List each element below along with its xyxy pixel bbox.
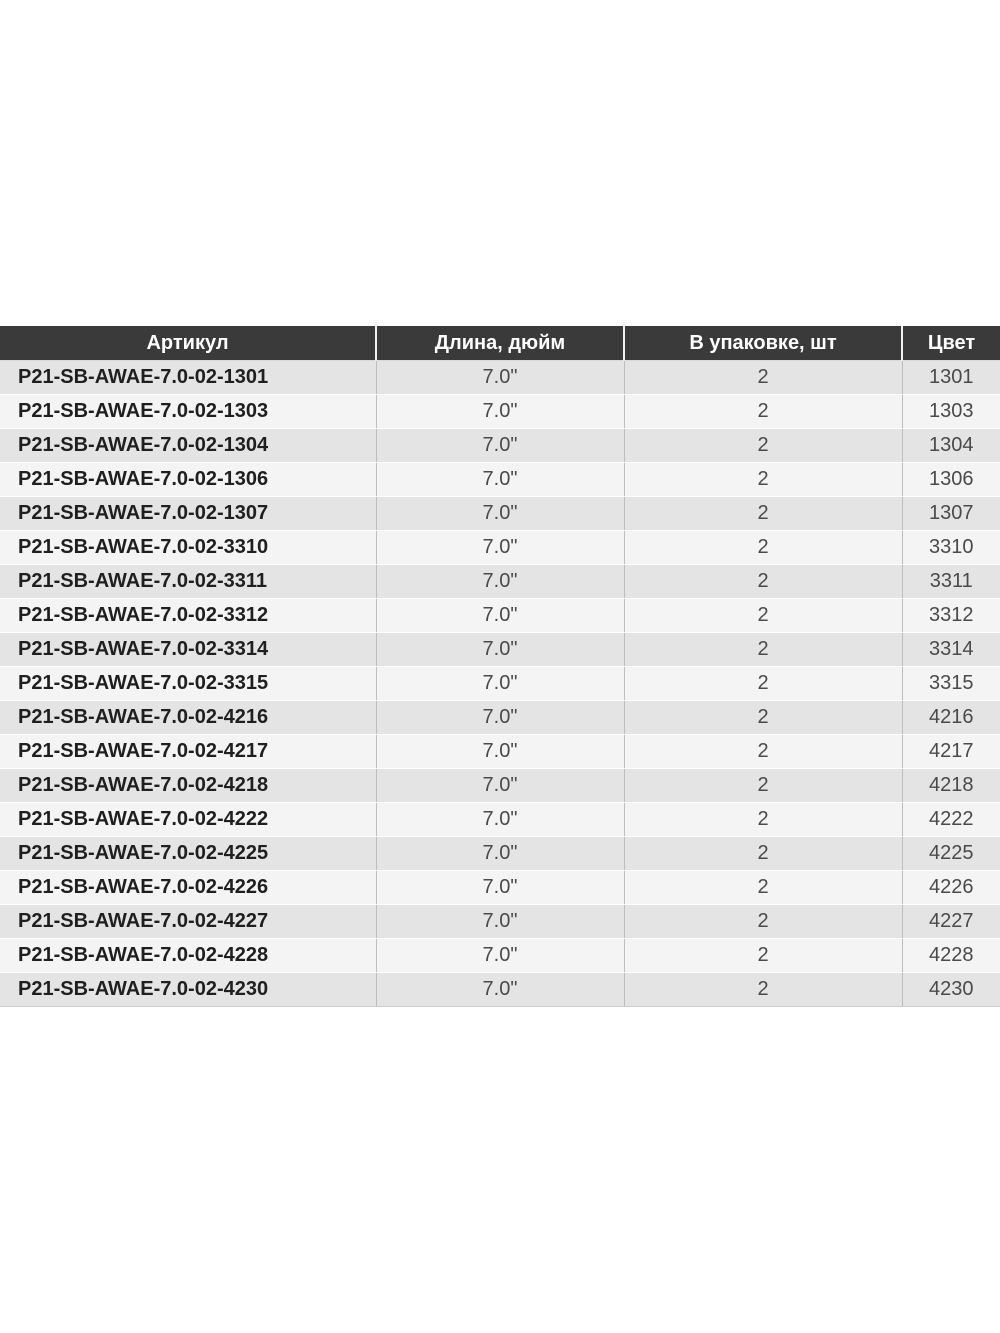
pack-cell: 2 bbox=[624, 633, 902, 667]
color-cell: 3312 bbox=[902, 599, 1000, 633]
length-cell: 7.0" bbox=[376, 463, 624, 497]
length-cell: 7.0" bbox=[376, 939, 624, 973]
length-cell: 7.0" bbox=[376, 769, 624, 803]
sku-cell: P21-SB-AWAE-7.0-02-3311 bbox=[0, 565, 376, 599]
table-row bbox=[0, 973, 1000, 1007]
sku-cell: P21-SB-AWAE-7.0-02-4225 bbox=[0, 837, 376, 871]
sku-cell: P21-SB-AWAE-7.0-02-3310 bbox=[0, 531, 376, 565]
length-cell: 7.0" bbox=[376, 905, 624, 939]
color-cell: 1306 bbox=[902, 463, 1000, 497]
color-cell: 4218 bbox=[902, 769, 1000, 803]
pack-cell: 2 bbox=[624, 565, 902, 599]
table-row bbox=[0, 701, 1000, 735]
length-cell: 7.0" bbox=[376, 667, 624, 701]
table-row bbox=[0, 837, 1000, 871]
length-cell: 7.0" bbox=[376, 803, 624, 837]
table-row bbox=[0, 429, 1000, 463]
length-cell: 7.0" bbox=[376, 633, 624, 667]
sku-cell: P21-SB-AWAE-7.0-02-4228 bbox=[0, 939, 376, 973]
color-cell: 1301 bbox=[902, 361, 1000, 395]
sku-cell: P21-SB-AWAE-7.0-02-4230 bbox=[0, 973, 376, 1007]
color-cell: 3310 bbox=[902, 531, 1000, 565]
color-cell: 4226 bbox=[902, 871, 1000, 905]
header-pack: В упаковке, шт bbox=[624, 326, 902, 361]
sku-cell: P21-SB-AWAE-7.0-02-4217 bbox=[0, 735, 376, 769]
pack-cell: 2 bbox=[624, 905, 902, 939]
table-row bbox=[0, 633, 1000, 667]
pack-cell: 2 bbox=[624, 395, 902, 429]
sku-cell: P21-SB-AWAE-7.0-02-3314 bbox=[0, 633, 376, 667]
header-row bbox=[0, 326, 1000, 361]
sku-cell: P21-SB-AWAE-7.0-02-1304 bbox=[0, 429, 376, 463]
pack-cell: 2 bbox=[624, 667, 902, 701]
color-cell: 1303 bbox=[902, 395, 1000, 429]
length-cell: 7.0" bbox=[376, 599, 624, 633]
length-cell: 7.0" bbox=[376, 429, 624, 463]
length-cell: 7.0" bbox=[376, 531, 624, 565]
pack-cell: 2 bbox=[624, 463, 902, 497]
color-cell: 4217 bbox=[902, 735, 1000, 769]
table-row bbox=[0, 361, 1000, 395]
header-length: Длина, дюйм bbox=[376, 326, 624, 361]
length-cell: 7.0" bbox=[376, 701, 624, 735]
length-cell: 7.0" bbox=[376, 871, 624, 905]
color-cell: 1304 bbox=[902, 429, 1000, 463]
length-cell: 7.0" bbox=[376, 565, 624, 599]
sku-cell: P21-SB-AWAE-7.0-02-3315 bbox=[0, 667, 376, 701]
sku-cell: P21-SB-AWAE-7.0-02-1306 bbox=[0, 463, 376, 497]
table-row bbox=[0, 735, 1000, 769]
sku-cell: P21-SB-AWAE-7.0-02-4226 bbox=[0, 871, 376, 905]
sku-cell: P21-SB-AWAE-7.0-02-1301 bbox=[0, 361, 376, 395]
product-table bbox=[0, 326, 1000, 1007]
pack-cell: 2 bbox=[624, 769, 902, 803]
pack-cell: 2 bbox=[624, 497, 902, 531]
sku-cell: P21-SB-AWAE-7.0-02-1307 bbox=[0, 497, 376, 531]
pack-cell: 2 bbox=[624, 939, 902, 973]
pack-cell: 2 bbox=[624, 531, 902, 565]
header-sku: Артикул bbox=[0, 326, 376, 361]
color-cell: 3314 bbox=[902, 633, 1000, 667]
length-cell: 7.0" bbox=[376, 395, 624, 429]
pack-cell: 2 bbox=[624, 361, 902, 395]
table-row bbox=[0, 395, 1000, 429]
table-row bbox=[0, 463, 1000, 497]
sku-cell: P21-SB-AWAE-7.0-02-4222 bbox=[0, 803, 376, 837]
length-cell: 7.0" bbox=[376, 735, 624, 769]
length-cell: 7.0" bbox=[376, 497, 624, 531]
table-body bbox=[0, 361, 1000, 1007]
pack-cell: 2 bbox=[624, 871, 902, 905]
color-cell: 3315 bbox=[902, 667, 1000, 701]
table-header bbox=[0, 326, 1000, 361]
length-cell: 7.0" bbox=[376, 837, 624, 871]
table-row bbox=[0, 667, 1000, 701]
header-color: Цвет bbox=[902, 326, 1000, 361]
table-row bbox=[0, 531, 1000, 565]
pack-cell: 2 bbox=[624, 599, 902, 633]
color-cell: 4230 bbox=[902, 973, 1000, 1007]
pack-cell: 2 bbox=[624, 735, 902, 769]
color-cell: 4227 bbox=[902, 905, 1000, 939]
table-row bbox=[0, 599, 1000, 633]
color-cell: 4228 bbox=[902, 939, 1000, 973]
table-row bbox=[0, 871, 1000, 905]
pack-cell: 2 bbox=[624, 837, 902, 871]
color-cell: 4225 bbox=[902, 837, 1000, 871]
table-row bbox=[0, 565, 1000, 599]
color-cell: 4222 bbox=[902, 803, 1000, 837]
pack-cell: 2 bbox=[624, 429, 902, 463]
color-cell: 3311 bbox=[902, 565, 1000, 599]
sku-cell: P21-SB-AWAE-7.0-02-3312 bbox=[0, 599, 376, 633]
length-cell: 7.0" bbox=[376, 361, 624, 395]
color-cell: 1307 bbox=[902, 497, 1000, 531]
sku-cell: P21-SB-AWAE-7.0-02-4216 bbox=[0, 701, 376, 735]
sku-cell: P21-SB-AWAE-7.0-02-4227 bbox=[0, 905, 376, 939]
table-row bbox=[0, 497, 1000, 531]
color-cell: 4216 bbox=[902, 701, 1000, 735]
length-cell: 7.0" bbox=[376, 973, 624, 1007]
table-row bbox=[0, 803, 1000, 837]
pack-cell: 2 bbox=[624, 701, 902, 735]
sku-cell: P21-SB-AWAE-7.0-02-4218 bbox=[0, 769, 376, 803]
table-row bbox=[0, 939, 1000, 973]
sku-cell: P21-SB-AWAE-7.0-02-1303 bbox=[0, 395, 376, 429]
table-row bbox=[0, 905, 1000, 939]
pack-cell: 2 bbox=[624, 973, 902, 1007]
table-row bbox=[0, 769, 1000, 803]
pack-cell: 2 bbox=[624, 803, 902, 837]
